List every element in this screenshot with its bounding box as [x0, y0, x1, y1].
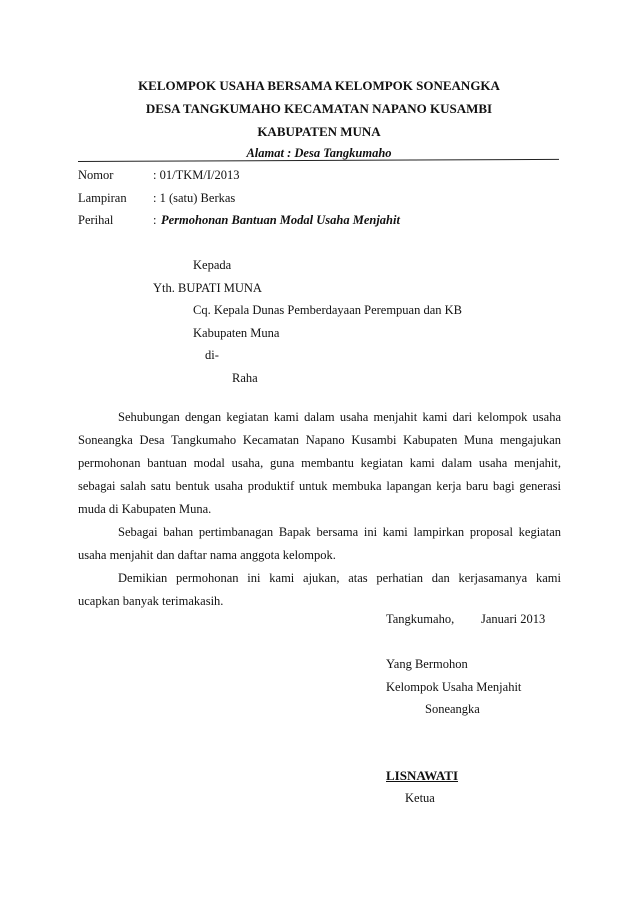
closing-yang-bermohon: Yang Bermohon [386, 657, 468, 671]
body-p2-line1: Sebagai bahan pertimbanagan Bapak bersama ini kami lampirkan proposal kegiatan [118, 525, 561, 539]
body-p1-line4: sebagai salah satu bentuk usaha produktif untuk membuka lapangan kerja baru bagi generasi [78, 479, 561, 493]
perihal-value: Permohonan Bantuan Modal Usaha Menjahit [161, 213, 400, 227]
closing-group-name: Soneangka [425, 702, 480, 716]
signatory-name: LISNAWATI [386, 768, 459, 783]
closing-place: Tangkumaho, [386, 612, 455, 626]
body-p3-line1: Demikian permohonan ini kami ajukan, atas perhatian dan kerjasamanya kami [118, 571, 561, 585]
perihal-colon: : [153, 213, 157, 227]
closing-date: Januari 2013 [481, 612, 546, 626]
nomor-value: : 01/TKM/I/2013 [153, 168, 240, 182]
lampiran-label: Lampiran [78, 191, 127, 205]
recipient-di: di- [205, 348, 219, 362]
body-p3-line2: ucapkan banyak terimakasih. [78, 594, 224, 608]
body-p2-line2: usaha menjahit dan daftar nama anggota kelompok. [78, 548, 336, 562]
letterhead-address: Alamat : Desa Tangkumaho [246, 146, 392, 160]
body-p1-line5: muda di Kabupaten Muna. [78, 502, 212, 516]
recipient-kepada: Kepada [193, 258, 232, 272]
recipient-cq: Cq. Kepala Dunas Pemberdayaan Perempuan dan KB [193, 303, 463, 317]
recipient-kota: Raha [232, 371, 258, 385]
perihal-label: Perihal [78, 213, 114, 227]
body-p1-line2: Soneangka Desa Tangkumaho Kecamatan Napano Kusambi Kabupaten Muna mengajukan [78, 433, 561, 447]
lampiran-value: : 1 (satu) Berkas [153, 191, 236, 205]
recipient-kabupaten: Kabupaten Muna [193, 326, 280, 340]
signatory-role: Ketua [405, 791, 435, 805]
recipient-yth: Yth. BUPATI MUNA [153, 281, 262, 295]
body-p1-line3: permohonan bantuan modal usaha, guna membantu kegiatan kami dalam usaha menjahit, [78, 456, 561, 470]
nomor-label: Nomor [78, 168, 114, 182]
body-p1-line1: Sehubungan dengan kegiatan kami dalam usaha menjahit kami dari kelompok usaha [118, 410, 561, 424]
closing-group: Kelompok Usaha Menjahit [386, 680, 522, 694]
letterhead-line-3: KABUPATEN MUNA [257, 124, 381, 139]
letterhead-line-1: KELOMPOK USAHA BERSAMA KELOMPOK SONEANGKA [138, 78, 500, 93]
letterhead-line-2: DESA TANGKUMAHO KECAMATAN NAPANO KUSAMBI [145, 101, 493, 116]
